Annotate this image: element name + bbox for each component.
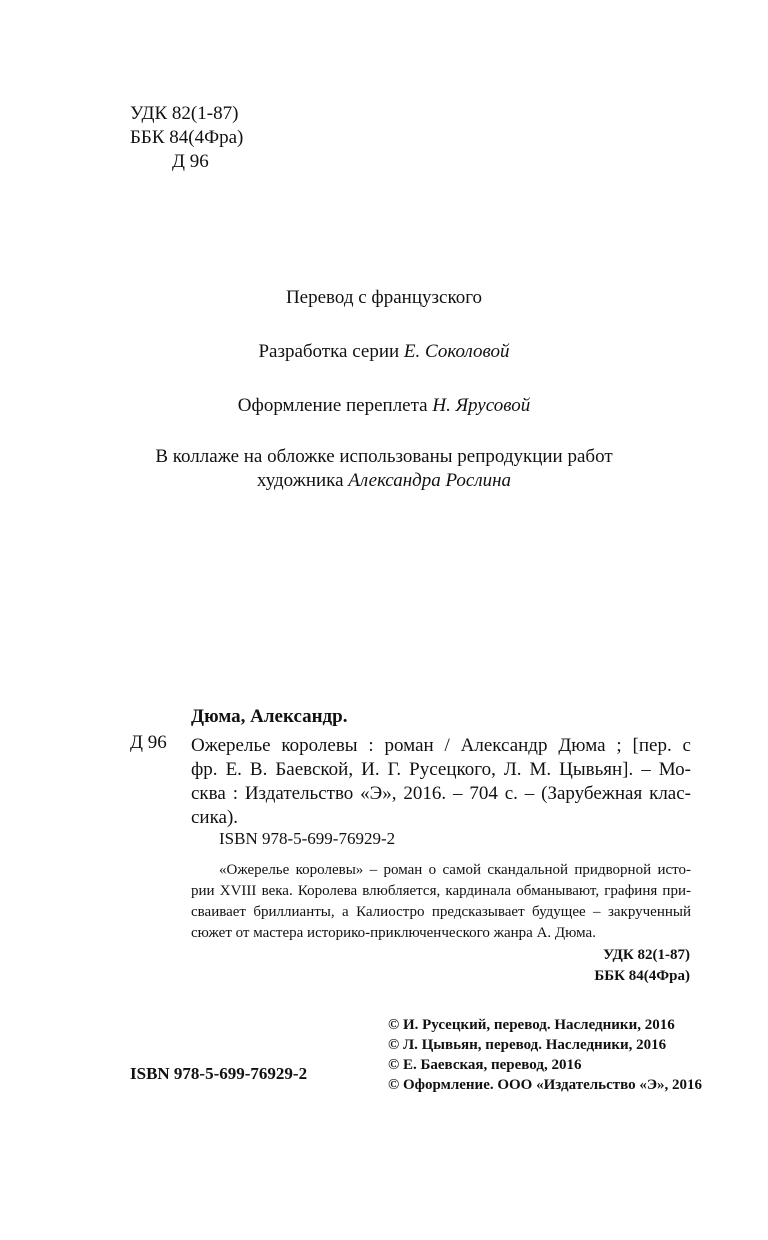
copyright-line: © И. Русецкий, перевод. Наследники, 2016 bbox=[388, 1017, 675, 1033]
record-author: Дюма, Александр. bbox=[191, 706, 348, 727]
series-credit-name: Е. Соколовой bbox=[403, 341, 510, 362]
copyright-line: © Е. Баевская, перевод, 2016 bbox=[388, 1057, 582, 1073]
record-description bbox=[191, 734, 691, 830]
copyright-line: © Оформление. ООО «Издательство «Э», 2016 bbox=[388, 1077, 703, 1093]
description-line: сика). bbox=[191, 807, 239, 828]
collage-credit-name: Александра Рослина bbox=[348, 470, 512, 491]
description-line: сква : Издательство «Э», 2016. – 704 с. – (Зарубежная клас- bbox=[191, 783, 691, 804]
collage-credit-label: художника bbox=[256, 470, 349, 491]
author-mark: Д 96 bbox=[172, 151, 209, 172]
record-author-mark: Д 96 bbox=[130, 732, 167, 753]
isbn-bottom: ISBN 978-5-699-76929-2 bbox=[130, 1064, 308, 1083]
annotation-line: сюжет от мастера историко-приключенческого жанра А. Дюма. bbox=[191, 925, 596, 941]
binding-credit-name: Н. Ярусовой bbox=[432, 395, 531, 416]
binding-credit bbox=[0, 395, 768, 417]
description-line: фр. Е. В. Баевской, И. Г. Русецкого, Л. М. Цывьян]. – Мо- bbox=[191, 759, 691, 780]
annotation bbox=[191, 860, 691, 944]
udk-code: УДК 82(1-87) bbox=[130, 103, 239, 124]
copyright-block bbox=[388, 1015, 702, 1095]
annotation-line: сваивает бриллианты, а Калиостро предсказывает будущее – закрученный bbox=[191, 904, 691, 920]
collage-credit-line1: В коллаже на обложке использованы репродукции работ bbox=[155, 446, 613, 467]
record-udk: УДК 82(1-87) bbox=[603, 947, 690, 963]
record-isbn: ISBN 978-5-699-76929-2 bbox=[219, 829, 396, 848]
series-credit bbox=[0, 341, 768, 363]
record-bbk: ББК 84(4Фра) bbox=[594, 968, 690, 984]
collage-credit-line2 bbox=[0, 470, 768, 492]
description-line: Ожерелье королевы : роман / Александр Дюма ; [пер. с bbox=[191, 735, 691, 756]
series-credit-label: Разработка серии bbox=[258, 341, 404, 362]
bbk-code: ББК 84(4Фра) bbox=[130, 127, 244, 148]
annotation-line: рии XVIII века. Королева влюбляется, кардинала обманывают, графиня при- bbox=[191, 883, 691, 899]
catalog-block bbox=[130, 102, 243, 174]
copyright-line: © Л. Цывьян, перевод. Наследники, 2016 bbox=[388, 1037, 667, 1053]
annotation-line: «Ожерелье королевы» – роман о самой скандальной придворной исто- bbox=[219, 862, 691, 878]
binding-credit-label: Оформление переплета bbox=[237, 395, 433, 416]
record-classification bbox=[594, 945, 690, 987]
translation-note: Перевод с французского bbox=[285, 287, 483, 308]
